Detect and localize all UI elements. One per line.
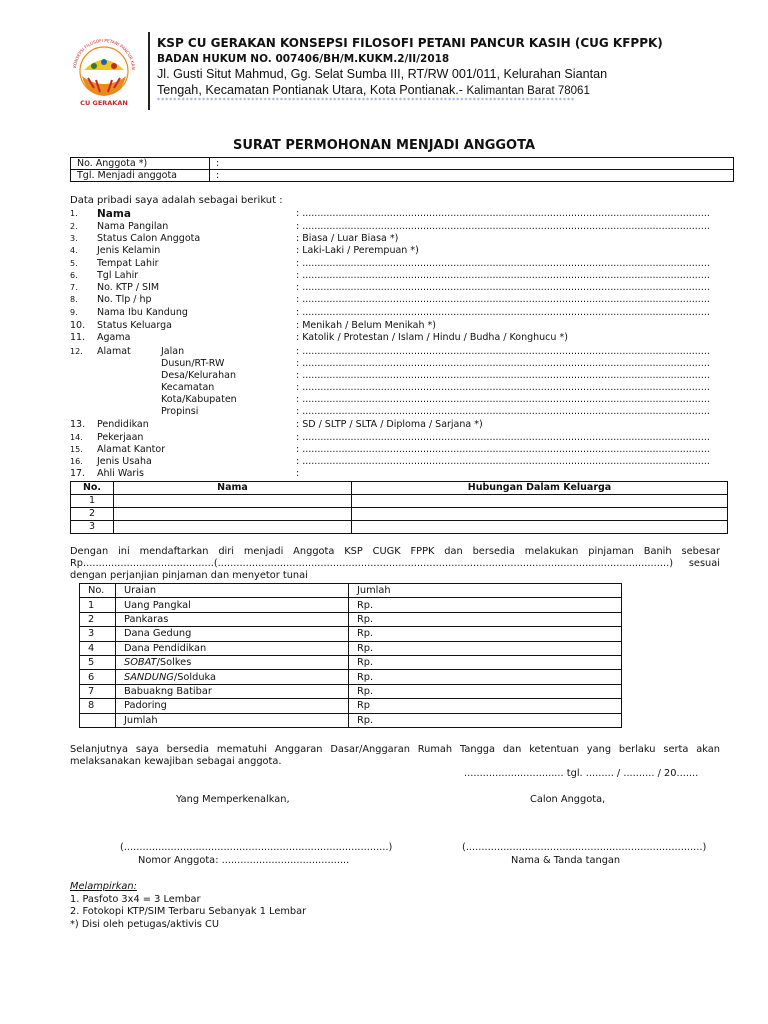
field-label: Alamat <box>97 346 131 357</box>
field-status-keluarga <box>70 320 720 332</box>
uraian-cell: Pankaras <box>116 612 349 626</box>
col-hubungan: Hubungan Dalam Keluarga <box>352 482 728 495</box>
field-value[interactable]: : ....................................................................................................................................... <box>296 406 710 417</box>
table-row <box>80 684 622 698</box>
table-row <box>71 495 728 508</box>
field-value[interactable]: : ....................................................................................................................................... <box>296 270 710 281</box>
uraian-cell: Uang Pangkal <box>116 598 349 612</box>
membership-info-table <box>70 157 734 182</box>
table-header-row <box>71 482 728 495</box>
field-value: : <box>296 468 300 479</box>
field-label: Jenis Kelamin <box>97 245 161 256</box>
loan-statement: Dengan ini mendaftarkan diri menjadi Anggota KSP CUGK FPPK dan bersedia melakukan pinjaman Banih sebesar Rp..........................................(.................................................................................................................................................) sesuai dengan perjanjian pinjaman dan menyetor tunai <box>70 546 720 581</box>
field-agama <box>70 332 720 344</box>
field-sublabel: Jalan <box>161 346 185 357</box>
attachment-item: 1. Pasfoto 3x4 = 3 Lembar <box>70 893 201 905</box>
field-nama-pangilan <box>70 221 720 233</box>
field-label: Nama <box>97 208 131 220</box>
header-separator: ****************************************************************************************************** <box>157 97 576 104</box>
tgl-anggota-label: Tgl. Menjadi anggota <box>71 170 210 182</box>
field-label: Jenis Usaha <box>97 456 152 467</box>
applicant-caption: Nama & Tanda tangan <box>511 855 621 866</box>
col-uraian: Uraian <box>116 584 349 598</box>
introducer-member-number: Nomor Anggota: ......................................... <box>138 855 350 866</box>
field-alamat-propinsi <box>70 406 720 418</box>
jumlah-cell[interactable]: Rp. <box>349 655 622 669</box>
attachment-item: 2. Fotokopi KTP/SIM Terbaru Sebanyak 1 Lembar <box>70 906 307 917</box>
svg-text:KONSEPSI FILOSOFI PETANI PANCU: KONSEPSI FILOSOFI PETANI PANCUR KASI <box>72 37 137 71</box>
uraian-cell: Jumlah <box>116 713 349 727</box>
field-ahli-waris <box>70 468 720 480</box>
date-line[interactable]: ................................ tgl. ......... / .......... / 20....... <box>464 768 699 779</box>
field-label: Status Calon Anggota <box>97 233 201 244</box>
field-value[interactable]: : ....................................................................................................................................... <box>296 294 710 305</box>
jumlah-cell[interactable]: Rp. <box>349 684 622 698</box>
field-label: Status Keluarga <box>97 320 172 331</box>
field-sublabel: Kota/Kabupaten <box>161 394 237 405</box>
field-label: Alamat Kantor <box>97 444 166 455</box>
jumlah-cell[interactable]: Rp. <box>349 713 622 727</box>
table-row <box>80 627 622 641</box>
org-address <box>157 66 677 99</box>
table-row <box>80 670 622 684</box>
field-number: 3. <box>70 234 78 243</box>
jumlah-cell[interactable]: Rp. <box>349 641 622 655</box>
ahli-waris-table <box>70 481 728 534</box>
field-number: 16. <box>70 457 83 466</box>
page-title: SURAT PERMOHONAN MENJADI ANGGOTA <box>232 138 536 153</box>
field-tgl-lahir <box>70 270 720 282</box>
field-value[interactable]: : Menikah / Belum Menikah *) <box>296 320 436 331</box>
field-value[interactable]: : ....................................................................................................................................... <box>296 346 710 357</box>
field-value[interactable]: : SD / SLTP / SLTA / Diploma / Sarjana *) <box>296 419 483 430</box>
uraian-cell: Padoring <box>116 699 349 713</box>
field-number: 9. <box>70 308 78 317</box>
hubungan-cell[interactable] <box>352 521 728 534</box>
row-number: 2 <box>80 612 116 626</box>
jumlah-cell[interactable]: Rp. <box>349 612 622 626</box>
no-anggota-field[interactable]: : <box>210 158 734 170</box>
field-number: 4. <box>70 246 78 255</box>
field-value[interactable]: : ....................................................................................................................................... <box>296 444 710 455</box>
nama-cell[interactable] <box>114 495 352 508</box>
row-number: 5 <box>80 655 116 669</box>
footnote: *) Disi oleh petugas/aktivis CU <box>70 918 220 930</box>
field-number: 1. <box>70 209 78 218</box>
field-label: Nama Ibu Kandung <box>97 307 188 318</box>
table-total-row <box>80 713 622 727</box>
field-label: Ahli Waris <box>97 468 144 479</box>
table-row <box>80 699 622 713</box>
badan-hukum: BADAN HUKUM NO. 007406/BH/M.KUKM.2/II/2018 <box>157 53 450 65</box>
compliance-statement: Selanjutnya saya bersedia mematuhi Anggaran Dasar/Anggaran Rumah Tangga dan ketentuan yang berlaku serta akan melaksanakan kewajiban sebagai anggota. <box>70 744 720 767</box>
table-row <box>80 655 622 669</box>
col-no: No. <box>80 584 116 598</box>
uraian-cell: Babuakng Batibar <box>116 684 349 698</box>
field-label: Tempat Lahir <box>97 258 159 269</box>
field-number: 2. <box>70 222 78 231</box>
field-number: 10. <box>70 320 86 331</box>
field-sublabel: Propinsi <box>161 406 199 417</box>
field-value[interactable]: : ....................................................................................................................................... <box>296 208 710 219</box>
address-line-1: Jl. Gusti Situt Mahmud, Gg. Selat Sumba III, RT/RW 001/011, Kelurahan Siantan <box>157 67 608 81</box>
field-pekerjaan <box>70 432 720 444</box>
field-alamat-kecamatan <box>70 382 720 394</box>
field-value[interactable]: : ....................................................................................................................................... <box>296 358 710 369</box>
field-sublabel: Kecamatan <box>161 382 215 393</box>
table-row <box>71 508 728 521</box>
table-header-row <box>80 584 622 598</box>
field-ibu-kandung <box>70 307 720 319</box>
attachments-heading: Melampirkan: <box>70 881 137 892</box>
field-number: 6. <box>70 271 78 280</box>
field-number: 7. <box>70 283 78 292</box>
uraian-cell: SANDUNG/Solduka <box>116 670 349 684</box>
field-number: 14. <box>70 433 83 442</box>
nama-cell[interactable] <box>114 521 352 534</box>
payment-table <box>79 583 622 728</box>
row-number: 6 <box>80 670 116 684</box>
row-number: 7 <box>80 684 116 698</box>
col-jumlah: Jumlah <box>349 584 622 598</box>
field-number: 5. <box>70 259 78 268</box>
row-number: 4 <box>80 641 116 655</box>
jumlah-cell[interactable]: Rp. <box>349 670 622 684</box>
address-line-2: Tengah, Kecamatan Pontianak Utara, Kota Pontianak.- Kalimantan Barat 78061 <box>157 83 590 97</box>
field-jenis-kelamin <box>70 245 720 257</box>
uraian-cell: Dana Gedung <box>116 627 349 641</box>
col-no: No. <box>71 482 114 495</box>
table-row <box>80 612 622 626</box>
intro-text: Data pribadi saya adalah sebagai berikut : <box>70 195 283 206</box>
row-number: 1 <box>80 598 116 612</box>
jumlah-cell[interactable]: Rp <box>349 699 622 713</box>
uraian-cell: SOBAT/Solkes <box>116 655 349 669</box>
field-label: Agama <box>97 332 131 343</box>
field-status-calon <box>70 233 720 245</box>
table-row <box>80 598 622 612</box>
row-number: 3 <box>80 627 116 641</box>
no-anggota-label: No. Anggota *) <box>71 158 210 170</box>
row-number: 2 <box>71 508 114 521</box>
field-jenis-usaha <box>70 456 720 468</box>
field-value[interactable]: : ....................................................................................................................................... <box>296 258 710 269</box>
table-row <box>71 158 734 170</box>
introducer-signature-line[interactable]: (.....................................................................................) <box>120 842 393 853</box>
field-value[interactable]: : Biasa / Luar Biasa *) <box>296 233 399 244</box>
introducer-title: Yang Memperkenalkan, <box>176 794 290 805</box>
field-pendidikan <box>70 419 720 431</box>
hubungan-cell[interactable] <box>352 508 728 521</box>
field-value[interactable]: : ....................................................................................................................................... <box>296 394 710 405</box>
field-alamat-kantor <box>70 444 720 456</box>
field-alamat-dusun <box>70 358 720 370</box>
cu-gerakan-logo <box>66 36 142 108</box>
field-alamat-jalan <box>70 346 720 358</box>
field-value[interactable]: : Laki-Laki / Perempuan *) <box>296 245 419 256</box>
field-label: No. KTP / SIM <box>97 282 160 293</box>
field-number: 15. <box>70 445 83 454</box>
field-value[interactable]: : ....................................................................................................................................... <box>296 282 710 293</box>
field-tempat-lahir <box>70 258 720 270</box>
table-row <box>71 521 728 534</box>
field-sublabel: Desa/Kelurahan <box>161 370 236 381</box>
field-ktp <box>70 282 720 294</box>
row-number: 3 <box>71 521 114 534</box>
field-tlp <box>70 294 720 306</box>
applicant-title: Calon Anggota, <box>530 794 606 805</box>
nama-cell[interactable] <box>114 508 352 521</box>
field-alamat-desa <box>70 370 720 382</box>
field-sublabel: Dusun/RT-RW <box>161 358 225 369</box>
field-value[interactable]: : ....................................................................................................................................... <box>296 221 710 232</box>
field-label: Tgl Lahir <box>97 270 139 281</box>
jumlah-cell[interactable]: Rp. <box>349 598 622 612</box>
hubungan-cell[interactable] <box>352 495 728 508</box>
applicant-signature-line[interactable]: (............................................................................) <box>462 842 707 853</box>
field-number: 12. <box>70 347 83 356</box>
col-nama: Nama <box>114 482 352 495</box>
field-number: 13. <box>70 419 86 430</box>
field-value[interactable]: : ....................................................................................................................................... <box>296 370 710 381</box>
field-number: 8. <box>70 295 78 304</box>
header-divider <box>148 32 150 110</box>
uraian-cell: Dana Pendidikan <box>116 641 349 655</box>
field-label: Nama Pangilan <box>97 221 169 232</box>
field-number: 17. <box>70 468 86 479</box>
table-row <box>71 170 734 182</box>
org-name: KSP CU GERAKAN KONSEPSI FILOSOFI PETANI PANCUR KASIH (CUG KFPPK) <box>157 36 663 50</box>
field-nama <box>70 208 720 220</box>
field-label: No. Tlp / hp <box>97 294 152 305</box>
jumlah-cell[interactable]: Rp. <box>349 627 622 641</box>
svg-text:CU GERAKAN: CU GERAKAN <box>80 99 128 107</box>
field-value[interactable]: : ....................................................................................................................................... <box>296 432 710 443</box>
field-label: Pekerjaan <box>97 432 144 443</box>
field-value[interactable]: : ....................................................................................................................................... <box>296 382 710 393</box>
field-value[interactable]: : Katolik / Protestan / Islam / Hindu / Budha / Konghucu *) <box>296 332 568 343</box>
field-value[interactable]: : ....................................................................................................................................... <box>296 456 710 467</box>
row-number: 1 <box>71 495 114 508</box>
field-alamat-kota <box>70 394 720 406</box>
field-value[interactable]: : ....................................................................................................................................... <box>296 307 710 318</box>
attachments <box>70 881 306 931</box>
table-row <box>80 641 622 655</box>
field-label: Pendidikan <box>97 419 149 430</box>
row-number: 8 <box>80 699 116 713</box>
tgl-anggota-field[interactable]: : <box>210 170 734 182</box>
field-number: 11. <box>70 332 86 343</box>
row-number <box>80 713 116 727</box>
